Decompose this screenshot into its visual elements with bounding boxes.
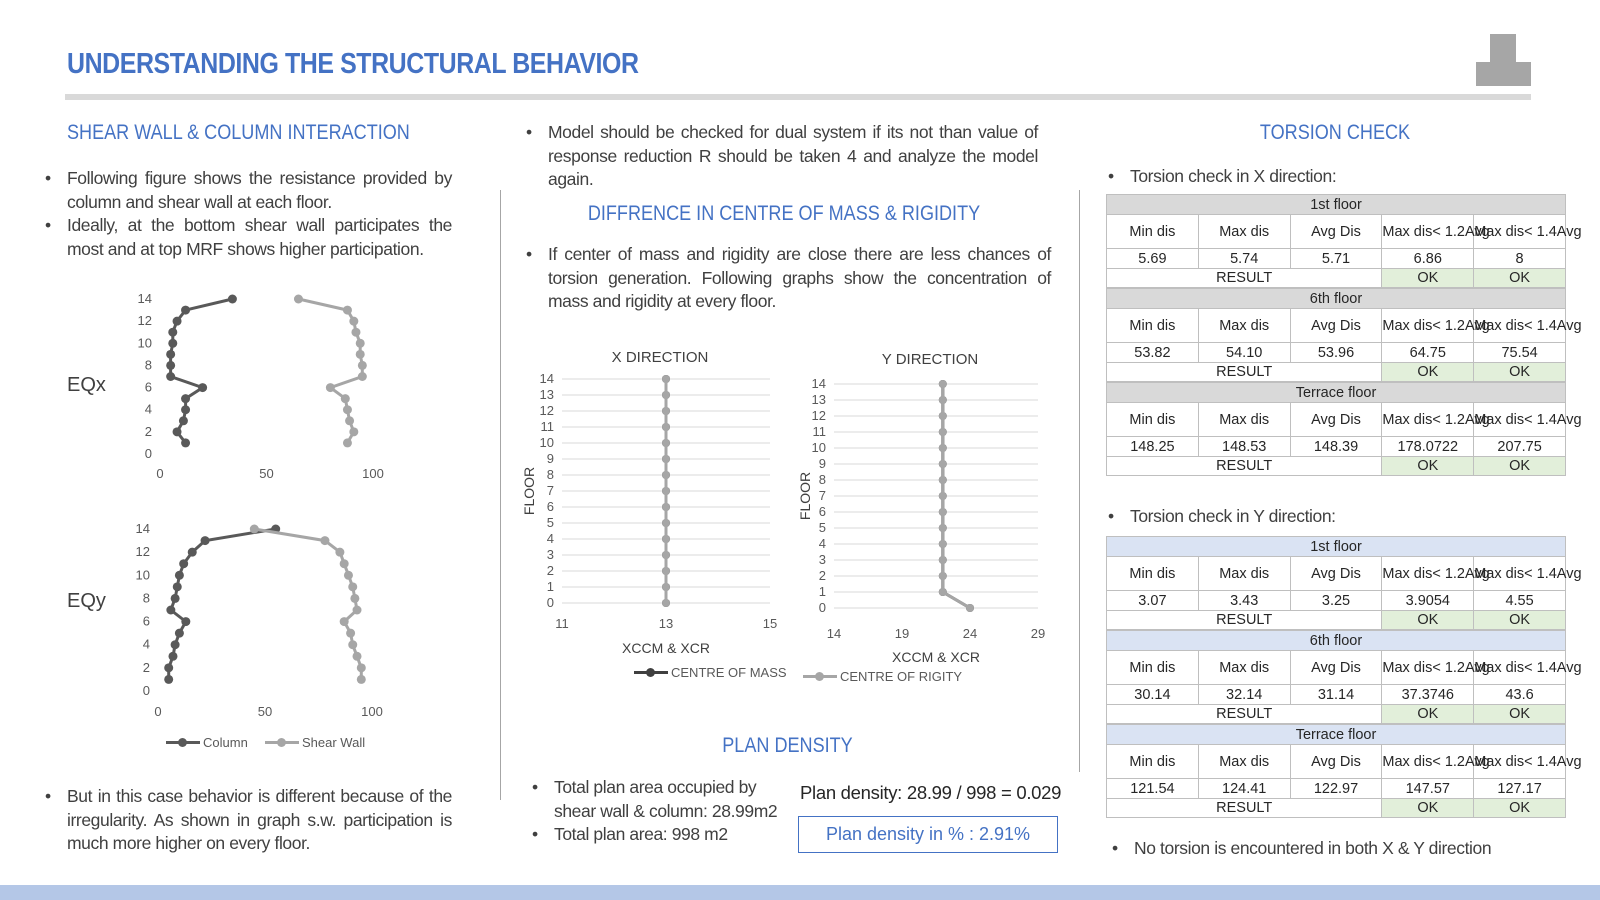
column-header: Max dis — [1198, 309, 1290, 343]
data-point — [201, 536, 210, 545]
x-tick-label: 19 — [894, 626, 910, 641]
column-header: Max dis — [1198, 557, 1290, 591]
data-point — [166, 372, 175, 381]
torsion-table — [1106, 630, 1582, 724]
column-header: Max dis< 1.2Avg — [1382, 557, 1474, 591]
value-cell: 3.07 — [1107, 591, 1199, 611]
data-point — [166, 606, 175, 615]
result-ok-cell: OK — [1382, 363, 1474, 382]
x-tick-label: 11 — [555, 616, 569, 631]
plan-density-percent-box: Plan density in % : 2.91% — [798, 816, 1058, 853]
y-tick-label: 4 — [142, 636, 150, 652]
data-point — [939, 572, 947, 580]
data-point — [662, 567, 670, 575]
result-ok-cell: OK — [1382, 457, 1474, 476]
y-tick-label: 10 — [135, 567, 150, 583]
column-divider-right — [1079, 190, 1080, 772]
y-tick-label: 4 — [546, 531, 554, 546]
floor-header: 1st floor — [1107, 537, 1566, 557]
data-point — [181, 394, 190, 403]
column-header: Avg Dis — [1290, 651, 1382, 685]
y-tick-label: 13 — [539, 387, 554, 402]
left-bottom-bullet-list — [45, 785, 452, 856]
value-cell: 37.3746 — [1382, 685, 1474, 705]
value-cell: 121.54 — [1107, 779, 1199, 799]
y-tick-label: 8 — [546, 467, 554, 482]
value-cell: 122.97 — [1290, 779, 1382, 799]
data-point — [173, 582, 182, 591]
value-cell: 148.25 — [1107, 437, 1199, 457]
data-point — [181, 438, 190, 447]
x-tick-label: 29 — [1030, 626, 1046, 641]
legend-shear-wall-label: Shear Wall — [302, 735, 366, 750]
floor-header: 6th floor — [1107, 289, 1566, 309]
data-point — [164, 675, 173, 684]
legend-column — [166, 735, 248, 750]
data-point — [181, 617, 190, 626]
y-tick-label: 6 — [818, 504, 826, 519]
y-tick-label: 3 — [546, 547, 554, 562]
y-tick-label: 8 — [144, 357, 152, 373]
torsion-table — [1106, 536, 1582, 630]
x-tick-label: 24 — [962, 626, 978, 641]
torsion-check-heading: TORSION CHECK — [1259, 121, 1411, 144]
column-header: Avg Dis — [1290, 557, 1382, 591]
torsion-x-label: • Torsion check in X direction: — [1108, 165, 1508, 189]
y-tick-label: 0 — [818, 600, 826, 615]
left-bullet: • Following figure shows the resistance provided by column and shear wall at each floor. — [45, 167, 452, 214]
column-header: Max dis — [1198, 403, 1290, 437]
torsion-conclusion: • No torsion is encountered in both X & Y direction — [1112, 837, 1582, 861]
result-ok-cell: OK — [1474, 269, 1566, 288]
eqy-label: EQy — [67, 590, 106, 612]
y-tick-label: 14 — [137, 291, 152, 306]
y-tick-label: 14 — [811, 376, 826, 391]
y-tick-label: 2 — [818, 568, 826, 583]
building-logo-base — [1476, 62, 1531, 86]
value-cell: 207.75 — [1474, 437, 1566, 457]
data-point — [662, 519, 670, 527]
y-tick-label: 0 — [144, 446, 152, 461]
value-cell: 32.14 — [1198, 685, 1290, 705]
data-point — [166, 350, 175, 359]
data-point — [173, 317, 182, 326]
result-ok-cell: OK — [1382, 269, 1474, 288]
data-point — [348, 640, 357, 649]
torsion-y-label-list — [1108, 505, 1508, 529]
data-point — [966, 604, 974, 612]
data-point — [345, 416, 354, 425]
value-cell: 178.0722 — [1382, 437, 1474, 457]
value-cell: 148.39 — [1290, 437, 1382, 457]
eqy-chart — [120, 515, 400, 719]
y-tick-label: 12 — [811, 408, 826, 423]
y-tick-label: 12 — [539, 403, 554, 418]
x-axis-label: XCCM & XCR — [622, 640, 710, 656]
eqx-chart — [120, 291, 400, 495]
y-tick-label: 4 — [144, 401, 152, 417]
data-point — [343, 306, 352, 315]
data-point — [662, 407, 670, 415]
value-cell: 8 — [1474, 249, 1566, 269]
x-tick-label: 100 — [362, 466, 384, 481]
column-header: Min dis — [1107, 557, 1199, 591]
com-rigidity-heading: DIFFRENCE IN CENTRE OF MASS & RIGIDITY — [587, 202, 981, 225]
data-point — [662, 551, 670, 559]
middle-top-bullet: • Model should be checked for dual system if its not than value of response reduction R should be taken 4 and analyze the model again. — [526, 121, 1038, 192]
data-point — [353, 652, 362, 661]
data-point — [181, 405, 190, 414]
column-header: Max dis< 1.2Avg — [1382, 403, 1474, 437]
plan-density-heading: PLAN DENSITY — [722, 734, 853, 757]
column-header: Max dis< 1.4Avg — [1474, 557, 1566, 591]
column-header: Max dis — [1198, 215, 1290, 249]
data-point — [357, 675, 366, 684]
y-tick-label: 2 — [142, 659, 150, 675]
chart-title: Y DIRECTION — [881, 351, 979, 368]
value-cell: 43.6 — [1474, 685, 1566, 705]
data-point — [348, 582, 357, 591]
value-cell: 30.14 — [1107, 685, 1199, 705]
value-cell: 75.54 — [1474, 343, 1566, 363]
result-ok-cell: OK — [1474, 799, 1566, 818]
value-cell: 5.74 — [1198, 249, 1290, 269]
data-point — [939, 588, 947, 596]
data-point — [350, 594, 359, 603]
data-point — [168, 652, 177, 661]
x-axis-label: XCCM & XCR — [892, 649, 980, 665]
floor-header: Terrace floor — [1107, 725, 1566, 745]
data-point — [662, 423, 670, 431]
y-tick-label: 4 — [818, 536, 826, 551]
middle-bullet-list — [526, 243, 1051, 314]
column-header: Max dis< 1.4Avg — [1474, 745, 1566, 779]
data-point — [173, 427, 182, 436]
column-header: Avg Dis — [1290, 309, 1382, 343]
y-tick-label: 12 — [137, 313, 152, 329]
y-tick-label: 0 — [142, 683, 150, 698]
y-direction-chart — [796, 343, 1056, 663]
value-cell: 148.53 — [1198, 437, 1290, 457]
torsion-y-label: • Torsion check in Y direction: — [1108, 505, 1508, 529]
value-cell: 5.69 — [1107, 249, 1199, 269]
x-tick-label: 50 — [257, 704, 273, 719]
y-axis-label: FLOOR — [521, 466, 537, 516]
data-point — [939, 444, 947, 452]
result-ok-cell: OK — [1382, 799, 1474, 818]
torsion-table — [1106, 194, 1582, 288]
value-cell: 124.41 — [1198, 779, 1290, 799]
data-point — [662, 471, 670, 479]
data-point — [188, 548, 197, 557]
data-point — [346, 629, 355, 638]
column-header: Max dis< 1.4Avg — [1474, 309, 1566, 343]
column-header: Max dis — [1198, 745, 1290, 779]
column-header: Max dis< 1.2Avg — [1382, 215, 1474, 249]
data-point — [179, 416, 188, 425]
torsion-y-tables — [1106, 536, 1582, 818]
column-header: Min dis — [1107, 309, 1199, 343]
value-cell: 4.55 — [1474, 591, 1566, 611]
data-point — [166, 361, 175, 370]
result-ok-cell: OK — [1474, 457, 1566, 476]
result-ok-cell: OK — [1474, 611, 1566, 630]
legend-column-label: Column — [203, 735, 248, 750]
column-header: Min dis — [1107, 745, 1199, 779]
legend-rigidity-marker — [803, 675, 837, 678]
data-point — [175, 629, 184, 638]
y-tick-label: 11 — [812, 424, 826, 439]
value-cell: 127.17 — [1474, 779, 1566, 799]
column-header: Avg Dis — [1290, 403, 1382, 437]
left-bottom-bullet: • But in this case behavior is different because of the irregularity. As shown in graph s.w. participation is much more higher on every floor. — [45, 785, 452, 856]
data-point — [939, 428, 947, 436]
value-cell: 3.9054 — [1382, 591, 1474, 611]
left-bullet: • Ideally, at the bottom shear wall participates the most and at top MRF shows higher participation. — [45, 214, 452, 261]
value-cell: 53.96 — [1290, 343, 1382, 363]
data-point — [343, 405, 352, 414]
x-tick-label: 14 — [826, 626, 842, 641]
data-point — [662, 503, 670, 511]
x-tick-label: 15 — [762, 616, 778, 631]
data-point — [358, 361, 367, 370]
floor-header: 6th floor — [1107, 631, 1566, 651]
y-tick-label: 6 — [144, 379, 152, 395]
x-tick-label: 100 — [361, 704, 383, 719]
x-direction-chart — [520, 340, 780, 660]
column-header: Avg Dis — [1290, 745, 1382, 779]
y-tick-label: 9 — [546, 451, 554, 466]
y-tick-label: 10 — [811, 440, 826, 455]
result-label: RESULT — [1107, 457, 1382, 476]
title-divider — [65, 94, 1531, 100]
y-tick-label: 6 — [546, 499, 554, 514]
y-tick-label: 0 — [546, 595, 554, 610]
data-point — [939, 508, 947, 516]
data-point — [181, 306, 190, 315]
data-point — [939, 476, 947, 484]
data-point — [939, 380, 947, 388]
result-ok-cell: OK — [1382, 611, 1474, 630]
result-label: RESULT — [1107, 363, 1382, 382]
data-point — [171, 640, 180, 649]
plan-bullet: • Total plan area occupied by shear wall & column: 28.99m2 — [532, 776, 792, 823]
legend-mass-marker — [634, 671, 668, 674]
legend-column-marker — [166, 741, 200, 744]
y-tick-label: 7 — [546, 483, 554, 498]
column-header: Avg Dis — [1290, 215, 1382, 249]
x-tick-label: 0 — [156, 466, 164, 481]
data-point — [294, 295, 303, 304]
data-point — [340, 559, 349, 568]
plan-density-formula: Plan density: 28.99 / 998 = 0.029 — [800, 782, 1062, 803]
chart-title: X DIRECTION — [611, 349, 709, 366]
data-point — [343, 438, 352, 447]
legend-rigidity-label: CENTRE OF RIGITY — [840, 669, 963, 684]
y-tick-label: 10 — [539, 435, 554, 450]
data-point — [662, 599, 670, 607]
y-tick-label: 5 — [546, 515, 554, 530]
x-tick-label: 50 — [259, 466, 274, 481]
y-tick-label: 1 — [818, 584, 826, 599]
value-cell: 31.14 — [1290, 685, 1382, 705]
column-header: Min dis — [1107, 651, 1199, 685]
data-point — [939, 556, 947, 564]
torsion-x-label-list — [1108, 165, 1508, 189]
column-header: Min dis — [1107, 215, 1199, 249]
data-point — [349, 317, 358, 326]
data-point — [356, 339, 365, 348]
result-label: RESULT — [1107, 269, 1382, 288]
data-point — [353, 606, 362, 615]
y-tick-label: 1 — [546, 579, 554, 594]
data-point — [341, 394, 350, 403]
data-point — [662, 487, 670, 495]
data-point — [939, 412, 947, 420]
y-tick-label: 11 — [540, 419, 554, 434]
data-point — [250, 525, 259, 534]
torsion-conclusion-list — [1112, 837, 1582, 861]
series-line — [169, 529, 276, 679]
value-cell: 54.10 — [1198, 343, 1290, 363]
column-header: Max dis< 1.4Avg — [1474, 651, 1566, 685]
floor-header: 1st floor — [1107, 195, 1566, 215]
middle-top-bullet-list — [526, 121, 1038, 192]
building-logo-icon — [1490, 34, 1516, 64]
data-point — [344, 571, 353, 580]
legend-mass-label: CENTRE OF MASS — [671, 665, 787, 680]
y-tick-label: 2 — [144, 423, 152, 439]
left-bullet-list — [45, 167, 452, 261]
data-point — [168, 328, 177, 337]
y-tick-label: 9 — [818, 456, 826, 471]
data-point — [198, 383, 207, 392]
y-tick-label: 12 — [135, 544, 150, 560]
eqx-label: EQx — [67, 374, 106, 396]
x-tick-label: 0 — [154, 704, 162, 719]
y-tick-label: 6 — [142, 613, 150, 629]
data-point — [662, 375, 670, 383]
y-tick-label: 3 — [818, 552, 826, 567]
column-header: Max dis< 1.4Avg — [1474, 215, 1566, 249]
data-point — [168, 339, 177, 348]
page-title: UNDERSTANDING THE STRUCTURAL BEHAVIOR — [67, 48, 639, 80]
value-cell: 3.25 — [1290, 591, 1382, 611]
column-header: Max dis< 1.2Avg — [1382, 745, 1474, 779]
torsion-table — [1106, 288, 1582, 382]
x-tick-label: 13 — [658, 616, 674, 631]
y-tick-label: 2 — [546, 563, 554, 578]
result-ok-cell: OK — [1382, 705, 1474, 724]
y-axis-label: FLOOR — [797, 471, 813, 521]
data-point — [662, 583, 670, 591]
value-cell: 5.71 — [1290, 249, 1382, 269]
data-point — [662, 535, 670, 543]
y-tick-label: 5 — [818, 520, 826, 535]
data-point — [358, 372, 367, 381]
result-ok-cell: OK — [1474, 705, 1566, 724]
result-label: RESULT — [1107, 705, 1382, 724]
data-point — [351, 328, 360, 337]
torsion-table — [1106, 724, 1582, 818]
data-point — [357, 663, 366, 672]
legend-centre-of-mass — [634, 665, 787, 680]
column-header: Min dis — [1107, 403, 1199, 437]
data-point — [320, 536, 329, 545]
plan-bullet-list — [532, 776, 792, 847]
column-header: Max dis< 1.2Avg — [1382, 651, 1474, 685]
data-point — [939, 396, 947, 404]
torsion-x-tables — [1106, 194, 1582, 476]
data-point — [175, 571, 184, 580]
y-tick-label: 10 — [137, 335, 152, 351]
middle-bullet: • If center of mass and rigidity are close there are less chances of torsion generation. Following graphs show the concentration of mass and rigidity at every floor. — [526, 243, 1051, 314]
column-header: Max dis — [1198, 651, 1290, 685]
data-point — [335, 548, 344, 557]
data-point — [349, 427, 358, 436]
legend-centre-of-rigidity — [803, 669, 962, 684]
column-header: Max dis< 1.2Avg — [1382, 309, 1474, 343]
data-point — [939, 460, 947, 468]
value-cell: 6.86 — [1382, 249, 1474, 269]
plan-bullet: • Total plan area: 998 m2 — [532, 823, 792, 847]
data-point — [164, 663, 173, 672]
series-line — [254, 529, 361, 679]
y-tick-label: 14 — [539, 371, 554, 386]
y-tick-label: 14 — [135, 521, 150, 536]
y-tick-label: 8 — [818, 472, 826, 487]
data-point — [356, 350, 365, 359]
data-point — [326, 383, 335, 392]
floor-header: Terrace floor — [1107, 383, 1566, 403]
column-header: Max dis< 1.4Avg — [1474, 403, 1566, 437]
result-ok-cell: OK — [1474, 363, 1566, 382]
value-cell: 53.82 — [1107, 343, 1199, 363]
data-point — [662, 439, 670, 447]
data-point — [939, 524, 947, 532]
y-tick-label: 7 — [818, 488, 826, 503]
value-cell: 147.57 — [1382, 779, 1474, 799]
data-point — [939, 492, 947, 500]
bottom-accent-bar — [0, 885, 1600, 900]
legend-shear-wall — [265, 735, 365, 750]
data-point — [662, 455, 670, 463]
data-point — [179, 559, 188, 568]
value-cell: 64.75 — [1382, 343, 1474, 363]
data-point — [662, 391, 670, 399]
torsion-table — [1106, 382, 1582, 476]
y-tick-label: 13 — [811, 392, 826, 407]
data-point — [340, 617, 349, 626]
data-point — [171, 594, 180, 603]
value-cell: 3.43 — [1198, 591, 1290, 611]
result-label: RESULT — [1107, 611, 1382, 630]
data-point — [228, 295, 237, 304]
legend-shear-wall-marker — [265, 741, 299, 744]
shear-wall-heading: SHEAR WALL & COLUMN INTERACTION — [67, 121, 410, 144]
y-tick-label: 8 — [142, 590, 150, 606]
column-divider-left — [500, 190, 501, 800]
data-point — [939, 540, 947, 548]
result-label: RESULT — [1107, 799, 1382, 818]
